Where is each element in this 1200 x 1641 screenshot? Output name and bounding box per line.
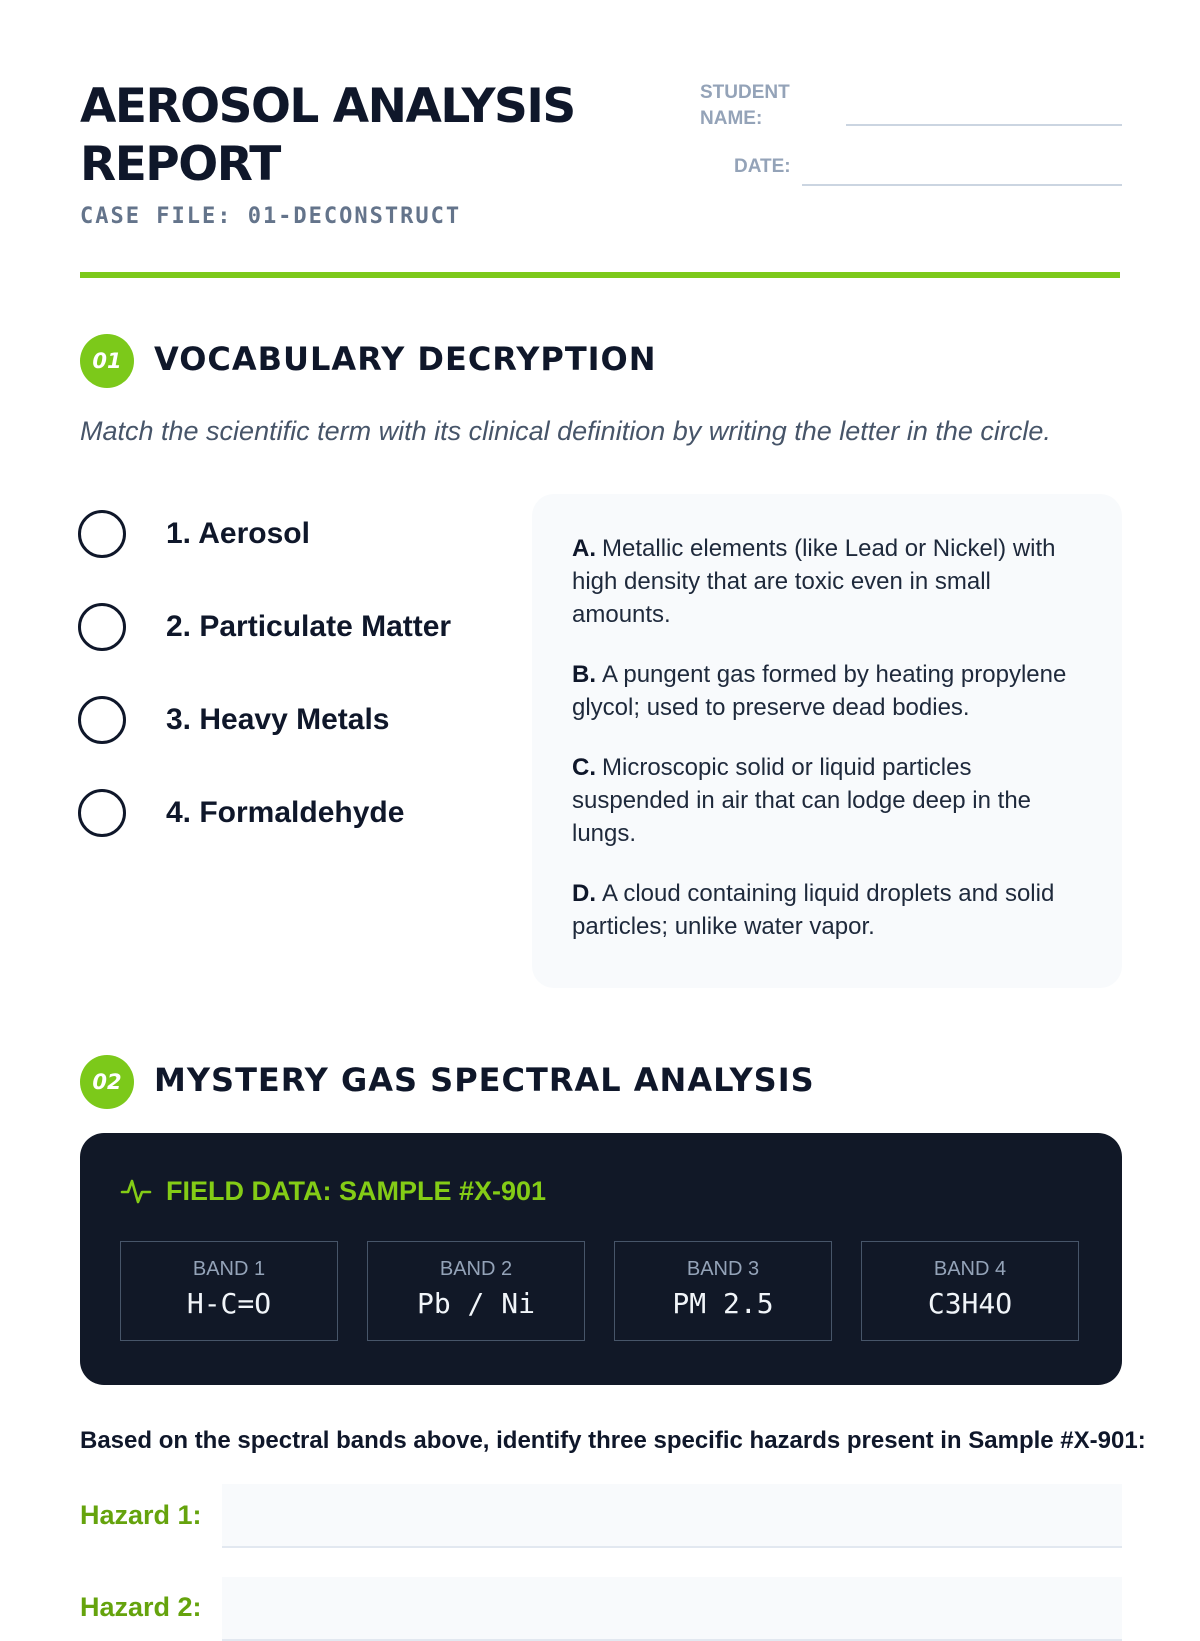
answer-circle[interactable] [78, 510, 126, 558]
case-file-label: CASE FILE: 01-DECONSTRUCT [80, 204, 462, 229]
hazard-label: Hazard 2: [80, 1592, 202, 1622]
panel-header [120, 1175, 546, 1207]
student-name-field[interactable] [846, 124, 1122, 126]
band-value: Pb / Ni [416, 1287, 535, 1320]
hazard-1-input[interactable] [222, 1484, 1122, 1548]
spectral-band-card [614, 1241, 832, 1341]
definition-item [572, 877, 1082, 943]
field-data-panel [80, 1133, 1122, 1385]
hazard-prompt: Based on the spectral bands above, identify three specific hazards present in Sample #X-901: [80, 1427, 1146, 1454]
answer-circle[interactable] [78, 603, 126, 651]
pulse-icon [120, 1175, 152, 1207]
term-label: 4. Formaldehyde [166, 796, 405, 829]
term-item [78, 785, 404, 841]
report-title: AEROSOL ANALYSIS REPORT [80, 79, 575, 192]
section-number-badge: 02 [80, 1055, 134, 1109]
definitions-box [532, 494, 1122, 988]
band-label: BAND 2 [439, 1258, 513, 1280]
band-label: BAND 3 [686, 1258, 760, 1280]
definition-text: A cloud containing liquid droplets and solid particles; unlike water vapor. [572, 880, 1055, 940]
definition-item [572, 658, 1082, 724]
definition-text: Metallic elements (like Lead or Nickel) with high density that are toxic even in small amounts. [572, 535, 1056, 628]
section-title: MYSTERY GAS SPECTRAL ANALYSIS [154, 1061, 815, 1099]
definition-text: A pungent gas formed by heating propylene glycol; used to preserve dead bodies. [572, 661, 1067, 721]
section-title: VOCABULARY DECRYPTION [154, 340, 657, 378]
definition-letter: A. [572, 535, 596, 562]
band-label: BAND 4 [933, 1258, 1007, 1280]
date-field[interactable] [802, 184, 1122, 186]
panel-title: FIELD DATA: SAMPLE #X-901 [166, 1175, 547, 1206]
header-divider [80, 272, 1120, 278]
definition-item [572, 532, 1082, 631]
definition-item [572, 751, 1082, 850]
spectral-band-card [367, 1241, 585, 1341]
hazard-2-input[interactable] [222, 1577, 1122, 1641]
answer-circle[interactable] [78, 789, 126, 837]
term-label: 3. Heavy Metals [166, 703, 390, 736]
term-item [78, 692, 389, 748]
band-value: H-C=O [186, 1287, 272, 1320]
spectral-band-card [120, 1241, 338, 1341]
term-item [78, 506, 310, 562]
date-label: DATE: [734, 156, 791, 177]
hazard-label: Hazard 1: [80, 1500, 202, 1530]
band-value: C3H4O [927, 1287, 1013, 1320]
instructions-text: Match the scientific term with its clinical definition by writing the letter in the circle. [80, 416, 1051, 446]
definition-letter: C. [572, 754, 596, 781]
band-label: BAND 1 [192, 1258, 266, 1280]
student-name-label: STUDENT NAME: [700, 82, 790, 129]
spectral-band-card [861, 1241, 1079, 1341]
definition-letter: B. [572, 661, 596, 688]
band-value: PM 2.5 [672, 1287, 774, 1320]
definition-text: Microscopic solid or liquid particles suspended in air that can lodge deep in the lungs. [572, 754, 1032, 847]
answer-circle[interactable] [78, 696, 126, 744]
definition-letter: D. [572, 880, 596, 907]
term-item [78, 599, 451, 655]
section-number-badge: 01 [80, 334, 134, 388]
term-label: 2. Particulate Matter [166, 610, 452, 643]
term-label: 1. Aerosol [166, 517, 310, 550]
